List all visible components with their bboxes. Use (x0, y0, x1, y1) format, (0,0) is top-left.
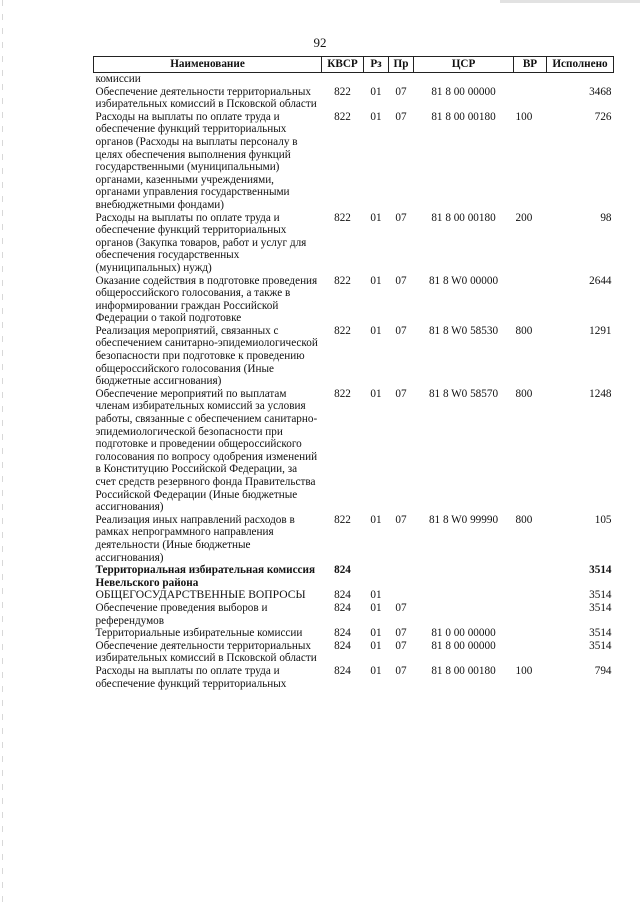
cell-name: Расходы на выплаты по оплате труда и обеспечение функций территориальных органов (Закупка товаров, работ и услуг для обеспечения государственных (муниципальных) нужд) (95, 211, 307, 274)
cell-vr: 800 (515, 513, 533, 526)
cell-rz: 01 (370, 589, 382, 602)
cell-done: 98 (600, 211, 612, 224)
cell-done: 794 (594, 664, 612, 677)
table-row (94, 514, 614, 564)
cell-kvsr: 822 (334, 324, 351, 337)
cell-csr: 81 8 00 00180 (431, 110, 496, 123)
cell-csr: 81 8 W0 58570 (428, 387, 499, 400)
page-number: 92 (313, 35, 327, 50)
header-done: Исполнено (547, 57, 614, 73)
header-name: Наименование (94, 57, 322, 73)
cell-rz (364, 73, 389, 86)
cell-done (547, 73, 614, 86)
cell-pr: 07 (395, 639, 407, 652)
cell-csr (414, 564, 514, 589)
cell-done: 3468 (589, 85, 612, 98)
cell-vr: 100 (515, 664, 533, 677)
table-row (94, 212, 614, 275)
cell-vr (514, 564, 547, 589)
table-row (94, 111, 614, 212)
cell-rz: 01 (370, 324, 382, 337)
cell-done: 1248 (589, 387, 612, 400)
cell-name: Обеспечение деятельности территориальных избирательных комиссий в Псковской области (95, 639, 317, 665)
cell-pr: 07 (395, 211, 407, 224)
cell-name: Обеспечение проведения выборов и референдумов (95, 601, 268, 627)
cell-done: 1291 (589, 324, 612, 337)
cell-csr: 81 8 00 00180 (431, 664, 496, 677)
cell-csr: 81 8 W0 99990 (428, 513, 499, 526)
cell-csr: 81 8 W0 58530 (428, 324, 499, 337)
cell-rz: 01 (370, 387, 382, 400)
cell-rz: 01 (370, 627, 382, 640)
cell-done: 3514 (589, 639, 612, 652)
cell-pr: 07 (395, 110, 407, 123)
cell-pr (389, 589, 414, 602)
cell-rz: 01 (370, 110, 382, 123)
cell-pr: 07 (395, 601, 407, 614)
cell-done: 3514 (589, 627, 612, 640)
cell-name: Обеспечение деятельности территориальных избирательных комиссий в Псковской области (95, 85, 317, 111)
cell-kvsr: 824 (334, 564, 351, 577)
cell-kvsr: 822 (334, 85, 351, 98)
cell-rz (364, 564, 389, 589)
cell-csr: 81 8 00 00000 (431, 639, 496, 652)
cell-kvsr: 822 (334, 513, 351, 526)
cell-name: Территориальные избирательные комиссии (95, 627, 303, 640)
table-row (94, 589, 614, 602)
cell-csr: 81 8 00 00000 (431, 85, 496, 98)
cell-name: Обеспечение мероприятий по выплатам членам избирательных комиссий за условия работы, связанные с обеспечением санитарно-эпидемиологической безопасности при подготовке и проведении общероссийского голосования по вопросу одобрения изменений в Конституцию Российской Федерации, за счет средств резервного фонда Правительства Российской Федерации (Иные бюджетные ассигнования) (95, 387, 318, 514)
table-row (94, 325, 614, 388)
cell-pr: 07 (395, 627, 407, 640)
cell-kvsr (322, 73, 364, 86)
cell-kvsr: 822 (334, 110, 351, 123)
cell-done: 3514 (589, 589, 612, 602)
cell-rz: 01 (370, 639, 382, 652)
cell-rz: 01 (370, 85, 382, 98)
table-row (94, 73, 614, 86)
cell-kvsr: 824 (334, 627, 351, 640)
cell-name: Территориальная избирательная комиссия Невельского района (95, 564, 315, 589)
cell-pr: 07 (395, 85, 407, 98)
table-row (94, 86, 614, 111)
table-row (94, 602, 614, 627)
cell-vr (514, 86, 547, 111)
table-row (94, 627, 614, 640)
cell-name: Расходы на выплаты по оплате труда и обеспечение функций территориальных (95, 664, 287, 690)
cell-vr (514, 602, 547, 627)
cell-csr (414, 589, 514, 602)
cell-vr (514, 640, 547, 665)
cell-pr: 07 (395, 513, 407, 526)
cell-pr: 07 (395, 324, 407, 337)
cell-vr: 200 (515, 211, 533, 224)
cell-rz: 01 (370, 513, 382, 526)
cell-csr: 81 0 00 00000 (431, 627, 496, 640)
header-vr: ВР (514, 57, 547, 73)
table-row (94, 388, 614, 514)
cell-kvsr: 822 (334, 274, 351, 287)
cell-pr (389, 564, 414, 589)
cell-rz: 01 (370, 601, 382, 614)
cell-pr: 07 (395, 664, 407, 677)
header-csr: ЦСР (414, 57, 514, 73)
cell-kvsr: 824 (334, 639, 351, 652)
cell-vr: 100 (515, 110, 533, 123)
cell-done: 726 (594, 110, 612, 123)
scan-edge-artifact (2, 0, 3, 905)
cell-name: ОБЩЕГОСУДАРСТВЕННЫЕ ВОПРОСЫ (95, 588, 306, 602)
cell-rz: 01 (370, 664, 382, 677)
cell-csr: 81 8 00 00180 (431, 211, 496, 224)
cell-rz: 01 (370, 274, 382, 287)
cell-done: 3514 (589, 601, 612, 614)
table-row (94, 564, 614, 589)
table-row (94, 640, 614, 665)
budget-sheet (93, 56, 613, 690)
cell-kvsr: 824 (334, 664, 351, 677)
cell-pr: 07 (395, 387, 407, 400)
table-row (94, 275, 614, 325)
cell-rz: 01 (370, 211, 382, 224)
cell-done: 3514 (589, 564, 612, 577)
cell-kvsr: 824 (334, 601, 351, 614)
header-kvsr: КВСР (322, 57, 364, 73)
cell-csr (414, 73, 514, 86)
cell-csr: 81 8 W0 00000 (428, 274, 499, 287)
scan-top-artifact (500, 0, 640, 3)
cell-kvsr: 822 (334, 211, 351, 224)
table-body (94, 73, 614, 691)
cell-pr: 07 (395, 274, 407, 287)
header-rz: Рз (364, 57, 389, 73)
cell-vr (514, 627, 547, 640)
table-row (94, 665, 614, 690)
cell-vr (514, 275, 547, 325)
cell-csr (414, 602, 514, 627)
cell-name: Реализация мероприятий, связанных с обеспечением санитарно-эпидемиологической безопасности при подготовке к проведению общероссийского голосования (Иные бюджетные ассигнования) (95, 324, 318, 388)
budget-table (93, 56, 614, 690)
cell-vr (514, 73, 547, 86)
cell-done: 105 (594, 513, 612, 526)
cell-kvsr: 824 (334, 589, 351, 602)
header-pr: Пр (389, 57, 414, 73)
cell-vr (514, 589, 547, 602)
header-row (94, 57, 614, 73)
cell-name: комиссии (95, 73, 141, 85)
cell-vr: 800 (515, 387, 533, 400)
cell-pr (389, 73, 414, 86)
cell-name: Расходы на выплаты по оплате труда и обеспечение функций территориальных органов (Расходы на выплаты персоналу в целях обеспечения выполнения функций государственными (муниципальными) органами, казенными учреждениями, органами управления государственными внебюджетными фондами) (95, 110, 298, 211)
cell-done: 2644 (589, 274, 612, 287)
cell-name: Оказание содействия в подготовке проведения общероссийского голосования, а также в информировании граждан Российской Федерации о такой подготовке (95, 274, 318, 325)
cell-vr: 800 (515, 324, 533, 337)
cell-kvsr: 822 (334, 387, 351, 400)
cell-name: Реализация иных направлений расходов в рамках непрограммного направления деятельности (Иные бюджетные ассигнования) (95, 513, 295, 564)
